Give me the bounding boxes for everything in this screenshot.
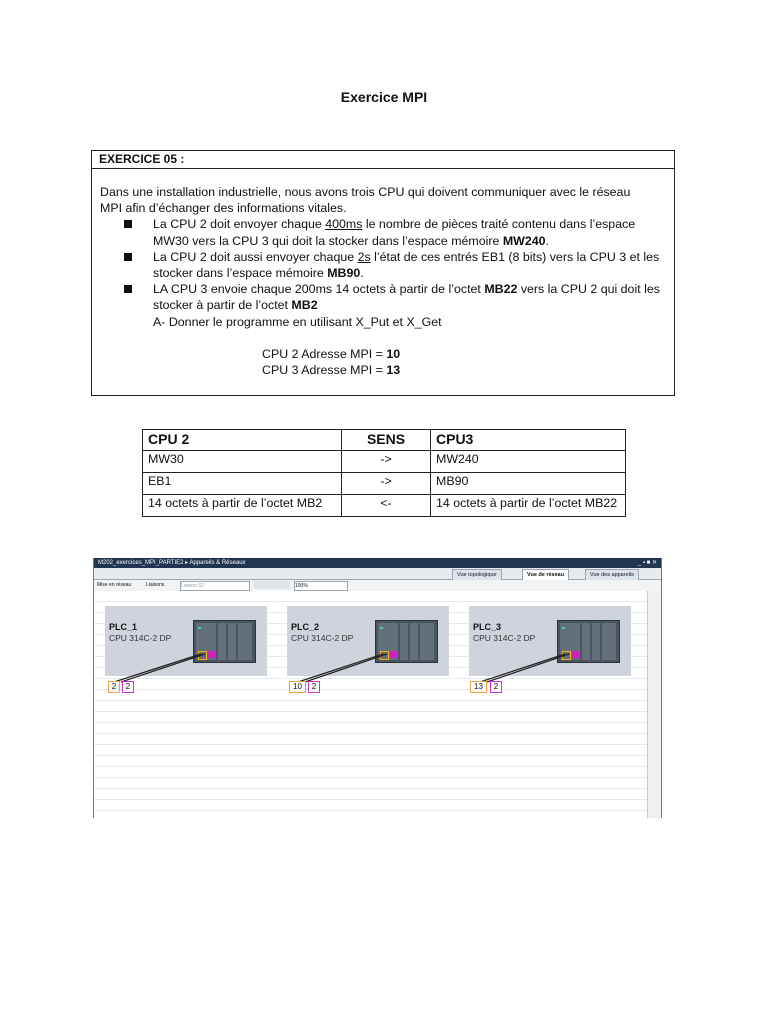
dp-address-label[interactable]: 2: [122, 681, 134, 693]
table-cell: <-: [342, 495, 431, 517]
window-controls[interactable]: _ ▪ ■ ✕: [637, 560, 657, 566]
tab-topology-view[interactable]: Vue topologique: [452, 569, 502, 580]
requirement-item: La CPU 2 doit aussi envoyer chaque 2s l’état de ces entrés EB1 (8 bits) vers la CPU 3 et les stocker dans l’espace mémoire MB90.: [100, 249, 674, 281]
mpi-address-label[interactable]: 13: [470, 681, 487, 693]
table-header-row: [143, 430, 626, 451]
tia-portal-screenshot: [93, 558, 662, 818]
network-mode-button[interactable]: Mise en réseau: [97, 582, 132, 588]
exercise-box: [91, 150, 675, 396]
mpi-address-cpu3: CPU 3 Adresse MPI = 13: [262, 363, 401, 378]
exercise-body: [92, 169, 674, 378]
link-type-select[interactable]: Liaison S7: [180, 581, 250, 591]
plc-name: PLC_2: [291, 622, 320, 632]
cpu-exchange-table: [142, 429, 626, 517]
mpi-address-cpu2: CPU 2 Adresse MPI = 10: [262, 346, 401, 361]
bullet-square-icon: [124, 285, 132, 293]
column-header: CPU 2: [143, 430, 342, 451]
table-cell: ->: [342, 473, 431, 495]
bullet-square-icon: [124, 220, 132, 228]
plc-model: CPU 314C-2 DP: [109, 633, 172, 643]
plc-model: CPU 314C-2 DP: [473, 633, 536, 643]
table-cell: EB1: [143, 473, 342, 495]
requirement-list: [100, 216, 674, 313]
task-line: A- Donner le programme en utilisant X_Put et X_Get: [153, 314, 442, 329]
links-button[interactable]: Liaisons: [146, 582, 165, 588]
bullet-square-icon: [124, 253, 132, 261]
page-title: Exercice MPI: [340, 89, 428, 105]
port-connector-lines: [94, 558, 661, 818]
tab-device-view[interactable]: Vue des appareils: [585, 569, 639, 580]
table-row: [143, 495, 626, 517]
dp-address-label[interactable]: 2: [490, 681, 502, 693]
exercise-header: EXERCICE 05 :: [92, 151, 674, 169]
plc-model: CPU 314C-2 DP: [291, 633, 354, 643]
mpi-address-label[interactable]: 2: [108, 681, 120, 693]
dp-address-label[interactable]: 2: [308, 681, 320, 693]
requirement-item: LA CPU 3 envoie chaque 200ms 14 octets à partir de l’octet MB22 vers la CPU 2 qui doit les stocker à partir de l’octet MB2: [100, 281, 674, 313]
intro-line: MPI afin d’échanger des informations vitales.: [100, 201, 347, 216]
plc-name: PLC_1: [109, 622, 138, 632]
table-row: [143, 473, 626, 495]
requirement-item: La CPU 2 doit envoyer chaque 400ms le nombre de pièces traité contenu dans l’espace MW30 vers la CPU 3 qui doit la stocker dans l’espace mémoire MW240.: [100, 216, 674, 248]
zoom-select[interactable]: 100%: [294, 581, 348, 591]
tab-network-view[interactable]: Vue de réseau: [522, 569, 569, 580]
table-row: [143, 451, 626, 473]
table-cell: 14 octets à partir de l’octet MB22: [431, 495, 626, 517]
tia-window-title: M202_exercices_MPI_PARTIE2 ▸ Appareils & Réseaux: [98, 560, 246, 566]
table-cell: 14 octets à partir de l’octet MB2: [143, 495, 342, 517]
table-cell: ->: [342, 451, 431, 473]
table-cell: MW240: [431, 451, 626, 473]
mpi-address-label[interactable]: 10: [289, 681, 306, 693]
plc-name: PLC_3: [473, 622, 502, 632]
table-cell: MW30: [143, 451, 342, 473]
intro-line: Dans une installation industrielle, nous avons trois CPU qui doivent communiquer avec le réseau: [100, 185, 631, 199]
column-header: CPU3: [431, 430, 626, 451]
column-header: SENS: [342, 430, 431, 451]
table-cell: MB90: [431, 473, 626, 495]
